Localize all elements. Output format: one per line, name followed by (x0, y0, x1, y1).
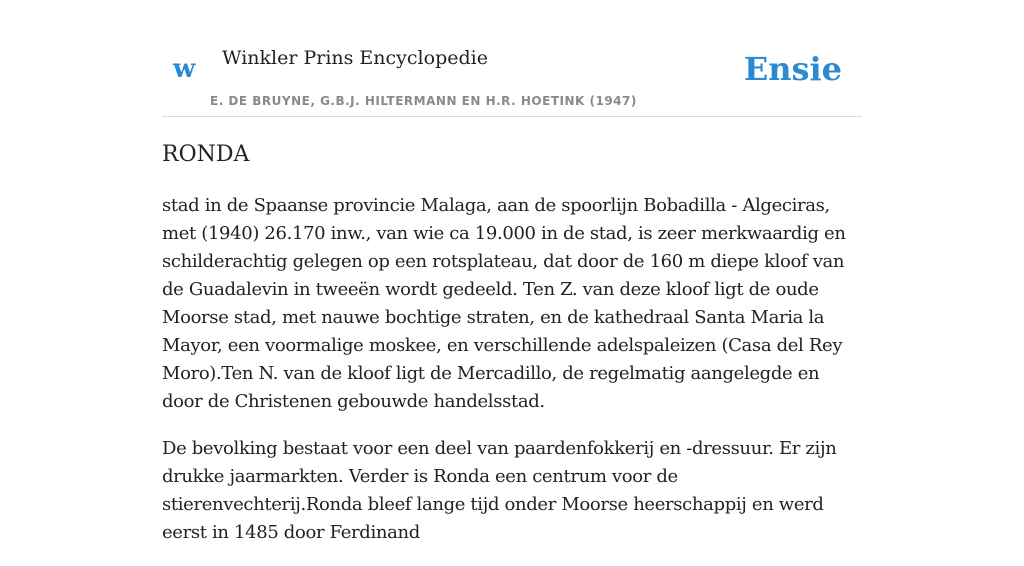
article-paragraph: stad in de Spaanse provincie Malaga, aan de spoorlijn Bobadilla - Algeciras, met (1940) 26.170 inw., van wie ca 19.000 in de stad, is zeer merkwaardig en schilderachtig gelegen op een rotsplateau, dat door de 160 m diepe kloof van de Guadalevin in tweeën wordt gedeeld. Ten Z. van deze kloof ligt de oude Moorse stad, met nauwe bochtige straten, en de kathedraal Santa Maria la Mayor, een voormalige moskee, en verschillende adelspaleizen (Casa del Rey Moro).Ten N. van de kloof ligt de Mercadillo, de regelmatig aangelegde en door de Christenen gebouwde handelsstad. (162, 195, 846, 412)
article-body (162, 192, 862, 566)
article-title: RONDA (162, 142, 250, 167)
source-title[interactable]: Winkler Prins Encyclopedie (222, 47, 488, 69)
source-authors: E. DE BRUYNE, G.B.J. HILTERMANN EN H.R. HOETINK (1947) (210, 94, 637, 108)
encyclopedia-header (162, 0, 862, 117)
winkler-prins-logo-icon[interactable]: w (173, 54, 196, 84)
article-paragraph: De bevolking bestaat voor een deel van paardenfokkerij en -dressuur. Er zijn drukke jaarmarkten. Verder is Ronda een centrum voor de stierenvechterij.Ronda bleef lange tijd onder Moorse heerschappij en werd eerst in 1485 door Ferdinand (162, 438, 837, 543)
ensie-logo-link[interactable]: Ensie (743, 50, 842, 88)
